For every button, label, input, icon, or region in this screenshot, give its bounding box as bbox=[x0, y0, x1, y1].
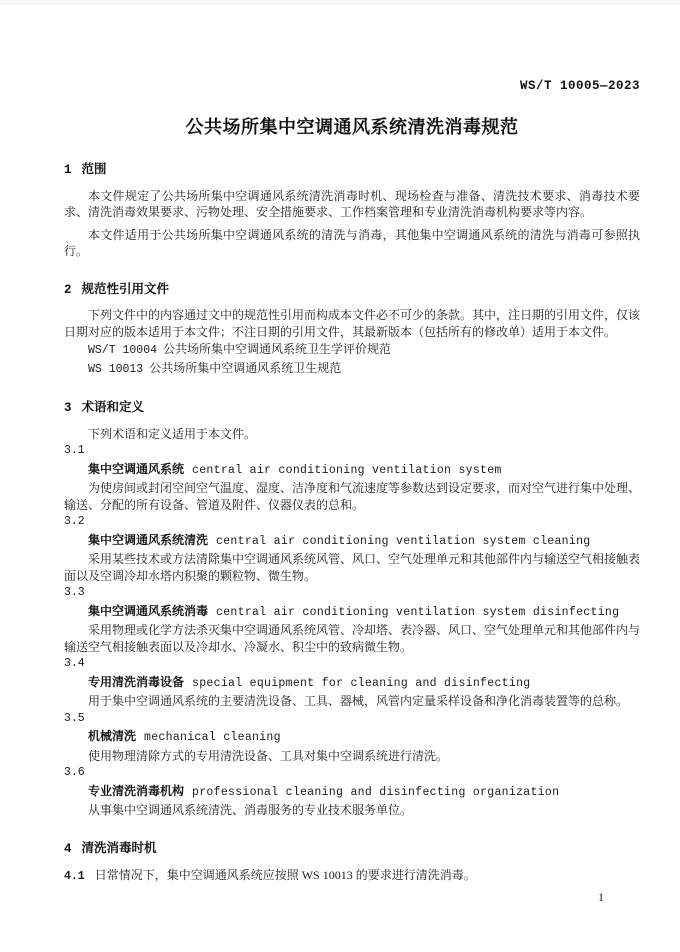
term-name-en: special equipment for cleaning and disinfecting bbox=[192, 676, 531, 690]
term-name-en: central air conditioning ventilation system disinfecting bbox=[216, 605, 620, 619]
section-3-intro: 下列术语和定义适用于本文件。 bbox=[88, 426, 257, 441]
section-3-title: 术语和定义 bbox=[81, 400, 145, 414]
section-2-title: 规范性引用文件 bbox=[81, 281, 170, 296]
term-definition: 用于集中空调通风系统的主要清洗设备、工具、器械，风管内定量采样设备和净化消毒装置等的总称。 bbox=[88, 694, 629, 708]
term-entry bbox=[64, 656, 640, 710]
term-number: 3.6 bbox=[64, 766, 85, 779]
term-definition: 从事集中空调通风系统清洗、消毒服务的专业技术服务单位。 bbox=[88, 803, 413, 817]
term-definition: 使用物理清除方式的专用清洗设备、工具对集中空调系统进行清洗。 bbox=[88, 748, 449, 763]
term-name-zh: 集中空调通风系统消毒 bbox=[88, 603, 209, 618]
section-3-heading bbox=[64, 399, 640, 417]
term-name-en: mechanical cleaning bbox=[144, 731, 281, 744]
term-name-en: central air conditioning ventilation system cleaning bbox=[216, 534, 591, 548]
term-name-zh: 集中空调通风系统 bbox=[88, 461, 185, 476]
term-number: 3.5 bbox=[64, 711, 85, 725]
page-top-edge bbox=[0, 0, 680, 5]
term-name-en: central air conditioning ventilation system bbox=[192, 463, 502, 477]
term-definition: 采用某些技术或方法清除集中空调通风系统风管、风口、空气处理单元和其他部件内与输送空气相接触表面以及空调冷却水塔内积聚的颗粒物、微生物。 bbox=[64, 552, 641, 583]
term-definition: 采用物理或化学方法杀灭集中空调通风系统风管、冷却塔、表冷器、风口、空气处理单元和其他部件内与输送空气相接触表面以及冷却水、冷凝水、积尘中的致病微生物。 bbox=[64, 623, 641, 654]
term-entry bbox=[64, 711, 640, 765]
term-number: 3.2 bbox=[64, 515, 85, 528]
term-entry bbox=[64, 585, 640, 655]
section-1-title: 范围 bbox=[81, 162, 107, 176]
term-number: 3.4 bbox=[64, 657, 85, 670]
section-4-title: 清洗消毒时机 bbox=[81, 840, 157, 855]
reference-item bbox=[64, 360, 640, 379]
term-line bbox=[64, 532, 640, 551]
term-line bbox=[64, 783, 640, 802]
section-2-number: 2 bbox=[64, 282, 72, 297]
section-2-paragraph-1: 下列文件中的内容通过文中的规范性引用而构成本文件必不可少的条款。其中，注日期的引用文件，仅该日期对应的版本适用于本文件；不注日期的引用文件，其最新版本（包括所有的修改单）适用于本文件。 bbox=[64, 308, 641, 339]
term-number: 3.3 bbox=[64, 586, 85, 599]
term-name-zh: 专业清洗消毒机构 bbox=[88, 783, 185, 798]
term-entry bbox=[64, 765, 640, 819]
reference-code: WS/T 10004 bbox=[88, 343, 158, 357]
section-3-number: 3 bbox=[64, 401, 72, 415]
term-name-zh: 机械清洗 bbox=[88, 729, 137, 743]
term-line bbox=[64, 674, 640, 693]
section-4-heading bbox=[64, 840, 640, 858]
page-number: 1 bbox=[598, 890, 604, 904]
section-1-heading bbox=[64, 161, 640, 179]
reference-item bbox=[64, 341, 640, 360]
section-1-paragraph-1: 本文件规定了公共场所集中空调通风系统清洗消毒时机、现场检查与准备、清洗技术要求、消毒技术要求、清洗消毒效果要求、污物处理、安全措施要求、工作档案管理和专业清洗消毒机构要求等内容。 bbox=[64, 188, 640, 219]
term-line bbox=[64, 728, 640, 747]
term-line bbox=[64, 603, 640, 622]
document-title: 公共场所集中空调通风系统清洗消毒规范 bbox=[185, 116, 519, 137]
reference-name: 公共场所集中空调通风系统卫生学评价规范 bbox=[163, 341, 392, 356]
term-name-zh: 集中空调通风系统清洗 bbox=[88, 532, 209, 547]
term-definition: 为使房间或封闭空间空气温度、湿度、洁净度和气流速度等参数达到设定要求，而对空气进行集中处理、输送、分配的所有设备、管道及附件、仪器仪表的总和。 bbox=[64, 481, 641, 512]
reference-name: 公共场所集中空调通风系统卫生规范 bbox=[149, 360, 342, 375]
term-name-en: professional cleaning and disinfecting organization bbox=[192, 785, 560, 799]
clause-number: 4.1 bbox=[64, 870, 85, 883]
section-2-heading bbox=[64, 281, 640, 299]
standard-number: WS/T 10005—2023 bbox=[519, 79, 640, 93]
section-1-number: 1 bbox=[64, 163, 72, 177]
term-number: 3.1 bbox=[64, 444, 85, 457]
reference-code: WS 10013 bbox=[88, 362, 144, 376]
term-entry bbox=[64, 514, 640, 584]
term-line bbox=[64, 461, 640, 480]
term-name-zh: 专用清洗消毒设备 bbox=[88, 674, 185, 689]
section-1-paragraph-2: 本文件适用于公共场所集中空调通风系统的清洗与消毒，其他集中空调通风系统的清洗与消毒可参照执行。 bbox=[64, 227, 640, 258]
term-entry bbox=[64, 443, 640, 513]
clause-text: 日常情况下，集中空调通风系统应按照 WS 10013 的要求进行清洗消毒。 bbox=[94, 868, 476, 882]
section-4-number: 4 bbox=[64, 841, 72, 856]
clause-4-1 bbox=[64, 867, 640, 886]
